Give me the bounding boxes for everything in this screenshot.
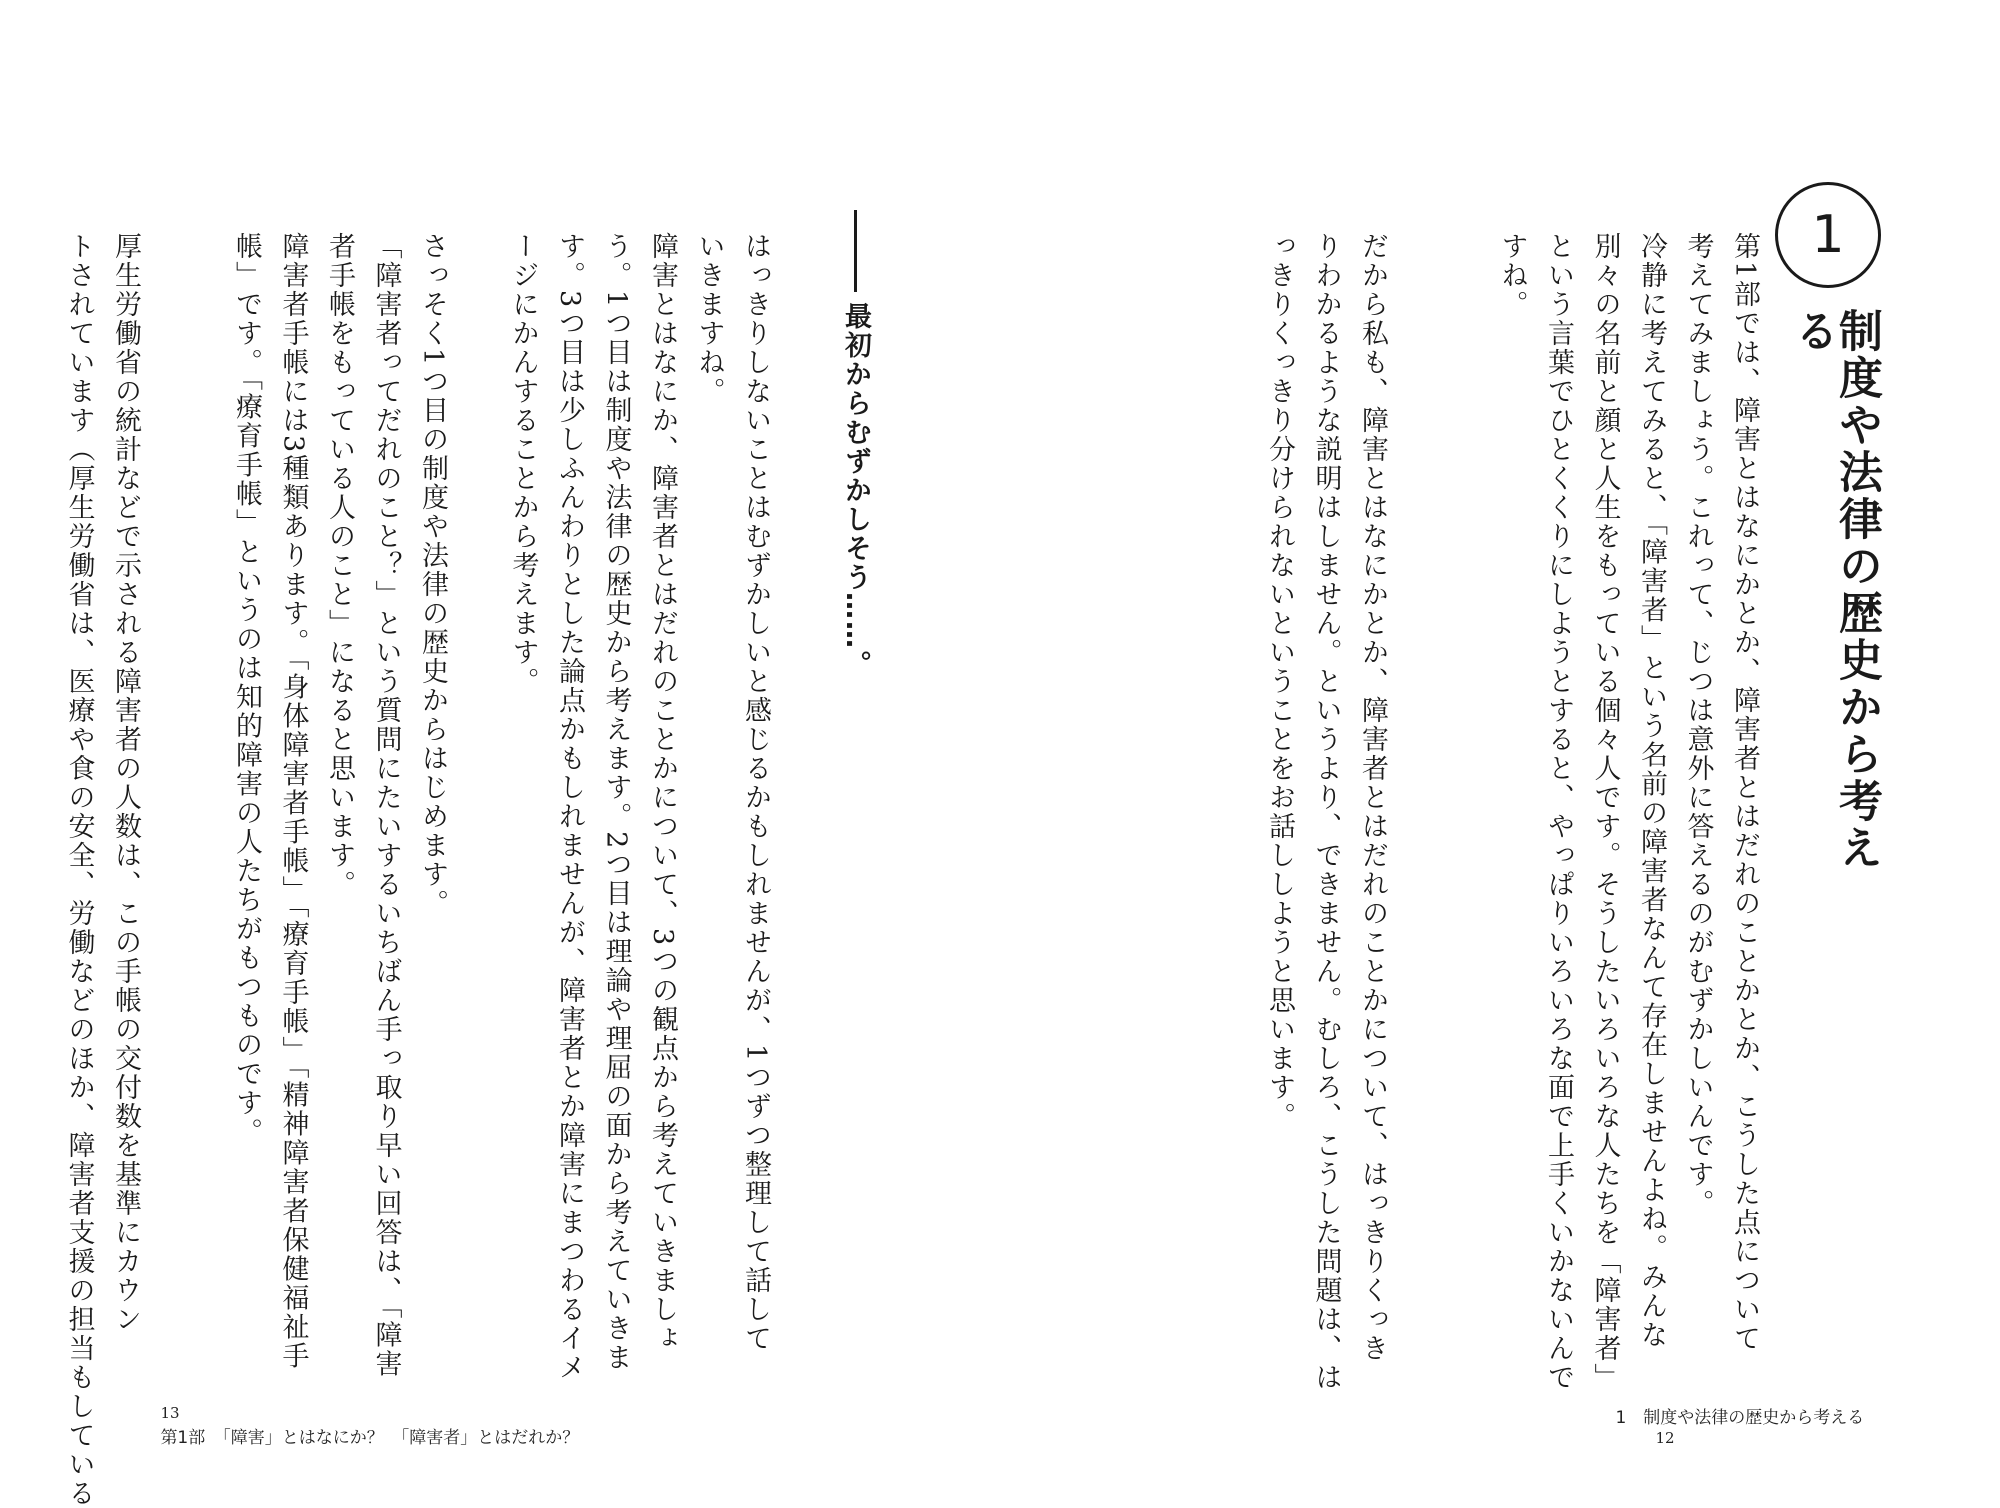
subheading xyxy=(836,210,875,690)
footer-chapter-title: 1 制度や法律の歴史から考える xyxy=(1615,1408,1865,1428)
page-number: 12 xyxy=(1655,1429,1675,1447)
chapter-number: 1 xyxy=(1811,205,1845,265)
running-footer-left xyxy=(128,1383,579,1468)
right-page xyxy=(1000,0,2000,1469)
left-body-text-c: 厚生労働省の統計などで示される障害者の人数は、この手帳の交付数を基準にカウン トされています（厚生労働省は、医療や食の安全、労働などのほか、障害者支援の担当もしている xyxy=(63,232,141,1508)
page-number: 13 xyxy=(160,1404,180,1422)
footer-part-title: 第1部 「障害」とはなにか？ 「障害者」とはだれか？ xyxy=(160,1428,580,1448)
left-body-text-a: はっきりしないことはむずかしいと感じるかもしれませんが、1つずつ整理して話して いきますね。 障害とはなにか、障害者とはだれのことかについて、3つの観点から考えていきましょ う。1つ目は制度や法律の歴史から考えます。2つ目は理論や理屈の面から考えていきま す。3つ目は少しふんわりとした論点かもしれませんが、障害者とか障害にまつわるイメ ージにかんすることから考えます。 xyxy=(507,232,771,1383)
paragraph: だから私も、障害とはなにかとか、障害者とはだれのことかについて、はっきりくっき りわかるような説明はしません。というより、できません。むしろ、こうした問題は、は っきりくっきり分けられないということをお話ししようと思います。 xyxy=(1264,232,1388,1392)
chapter-title: 制度や法律の歴史から考える xyxy=(1787,308,1882,872)
paragraph: 第1部では、障害とはなにかとか、障害者とはだれのことかとか、こうした点について 考えてみましょう。これって、じつは意外に答えるのがむずかしいんです。 冷静に考えてみると、「障害者」という名前の障害者なんて存在しませんよね。みんな 別々の名前と顔と人生をもっている個々人です。そうしたいろいろな人たちを「障害者」 という言葉でひとくくりにしようとすると、やっぱりいろいろな面で上手くいかないんで すね。 xyxy=(1496,232,1760,1392)
subheading-text: 最初からむずかしそう……。 xyxy=(840,302,871,679)
running-footer-right xyxy=(1583,1383,1864,1468)
right-body-text xyxy=(1163,232,1861,1392)
subheading-rule xyxy=(854,210,857,292)
left-body-text-b: さっそく1つ目の制度や法律の歴史からはじめます。 「障害者ってだれのこと？」という質問にたいするいちばん手っ取り早い回答は、「障害 者手帳をもっている人のこと」になると思います。 障害者手帳には3種類あります。「身体障害者手帳」「療育手帳」「精神障害者保健福祉手 帳」です。「療育手帳」というのは知的障害の人たちがもつものです。 xyxy=(231,232,448,1379)
